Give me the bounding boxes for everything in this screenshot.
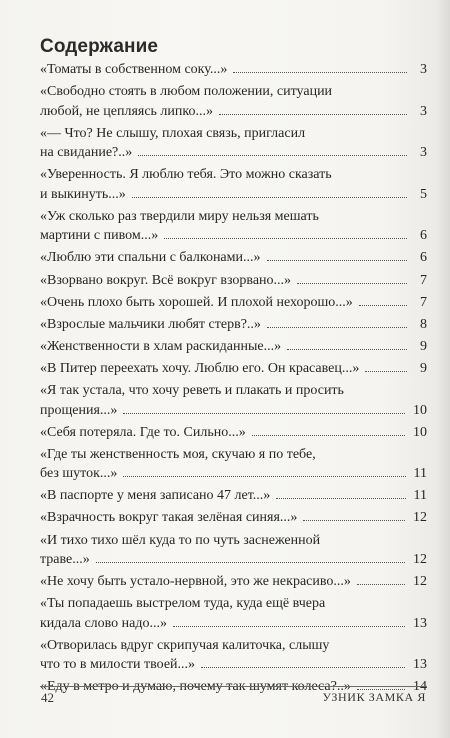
toc-entry-title: «Женственности в хлам раскиданные...»: [40, 338, 282, 354]
dot-leader: [123, 476, 405, 477]
toc-entry-page-number: 3: [420, 103, 427, 119]
toc-entry-leader-row: [40, 185, 427, 205]
toc-entry-title: «Еду в метро и думаю, почему так шумят колеса?..»: [40, 679, 351, 695]
dot-leader: [365, 371, 407, 372]
toc-entry-leader-row: [40, 550, 427, 570]
dot-leader: [219, 114, 407, 115]
toc-entry-leader-row: [40, 271, 427, 291]
toc-entry-page-number: 3: [420, 145, 427, 161]
toc-entry-leader-row: [40, 464, 427, 484]
toc-entry-title: «Взрослые мальчики любят стерв?..»: [40, 316, 261, 332]
toc-entry: [40, 381, 427, 420]
toc-entry-leader-row: [40, 143, 427, 163]
toc-entry-title: «Томаты в собственном соку...»: [40, 62, 228, 77]
toc-entry-title-line: «Я так устала, что хочу реветь и плакать и просить: [40, 383, 344, 399]
toc-entry-title: и выкинуть...»: [40, 186, 126, 202]
toc-entry-page-number: 10: [413, 424, 427, 440]
toc-entry-page-number: 10: [413, 402, 427, 418]
toc-entry-page-number: 3: [420, 62, 427, 77]
toc-entry: [40, 531, 427, 570]
toc-entry-page-number: 12: [413, 574, 427, 590]
toc-entry-page-number: 14: [413, 679, 427, 695]
toc-entry-page-number: 6: [420, 250, 427, 266]
toc-entry-page-number: 12: [413, 552, 427, 567]
toc-entry-title: прощения...»: [40, 402, 118, 418]
toc-entry: [40, 165, 427, 204]
toc-entry: [40, 60, 427, 80]
toc-entry-title: кидала слово надо...»: [40, 615, 167, 631]
toc-entry-title: «Не хочу быть устало-нервной, это же некрасиво...»: [40, 574, 351, 590]
toc-entry-page-number: 9: [420, 338, 427, 354]
toc-entry-title: без шуток...»: [40, 466, 118, 482]
toc-entry-page-number: 11: [413, 466, 427, 482]
toc-entry-page-number: 9: [420, 360, 427, 376]
toc-entry-leader-row: [40, 655, 427, 675]
toc-entry-page-number: 6: [420, 228, 427, 244]
dot-leader: [233, 72, 407, 73]
toc-entry-title: любой, не цепляясь липко...»: [40, 103, 213, 119]
toc-entry-title-line: «Отворилась вдруг скрипучая калиточка, слышу: [40, 637, 330, 653]
running-title: УЗНИК ЗАМКА Я: [322, 690, 426, 704]
toc-entry-page-number: 13: [413, 615, 427, 631]
toc-entry-page-number: 8: [420, 316, 427, 332]
dot-leader: [132, 197, 407, 198]
toc-entry-page-number: 5: [420, 186, 427, 202]
toc-entry-title-line: «Уж сколько раз твердили миру нельзя мешать: [40, 208, 319, 224]
dot-leader: [359, 305, 407, 306]
toc-entry-title: «Взорвано вокруг. Всё вокруг взорвано...»: [40, 272, 292, 288]
dot-leader: [276, 498, 405, 499]
dot-leader: [287, 349, 407, 350]
toc-entry: [40, 271, 427, 291]
toc-entry: [40, 359, 427, 379]
page-edge-shadow: [436, 0, 450, 738]
table-of-contents: [40, 60, 427, 699]
dot-leader: [297, 283, 407, 284]
toc-entry: [40, 508, 427, 528]
toc-entry-title: что то в милости твоей...»: [40, 657, 196, 673]
toc-entry-leader-row: [40, 293, 427, 313]
dot-leader: [123, 413, 405, 414]
dot-leader: [303, 520, 405, 521]
toc-entry-title-line: «Где ты женственность моя, скучаю я по тебе,: [40, 446, 316, 462]
toc-entry-title-line: «И тихо тихо шёл куда то по чуть заснеженной: [40, 532, 321, 548]
toc-entry-title: на свидание?..»: [40, 145, 133, 161]
toc-entry: [40, 124, 427, 163]
toc-entry-title: «Очень плохо быть хорошей. И плохой нехорошо...»: [40, 294, 353, 310]
toc-entry: [40, 423, 427, 443]
toc-entry-title-line: «Ты попадаешь выстрелом туда, куда ещё вчера: [40, 596, 326, 612]
toc-entry-leader-row: [40, 486, 427, 506]
toc-entry-leader-row: [40, 614, 427, 634]
dot-leader: [138, 155, 407, 156]
dot-leader: [267, 260, 408, 261]
toc-entry: [40, 636, 427, 675]
dot-leader: [201, 667, 405, 668]
toc-entry-leader-row: [40, 508, 427, 528]
toc-entry: [40, 207, 427, 246]
toc-entry-title: «Люблю эти спальни с балконами...»: [40, 250, 261, 266]
toc-entry: [40, 486, 427, 506]
toc-entry: [40, 594, 427, 633]
page-number: 42: [41, 690, 54, 705]
dot-leader: [164, 238, 407, 239]
toc-entry: [40, 82, 427, 121]
toc-entry-page-number: 12: [413, 510, 427, 526]
toc-entry-leader-row: [40, 102, 427, 122]
dot-leader: [267, 327, 407, 328]
toc-entry: [40, 572, 427, 592]
toc-entry-title: «В Питер переехать хочу. Люблю его. Он красавец...»: [40, 360, 360, 376]
toc-entry-leader-row: [40, 572, 427, 592]
toc-entry-leader-row: [40, 315, 427, 335]
toc-entry: [40, 293, 427, 313]
dot-leader: [173, 626, 405, 627]
toc-entry-title: «Взрачность вокруг такая зелёная синяя...»: [40, 510, 298, 526]
toc-entry-title-line: «— Что? Не слышу, плохая связь, пригласил: [40, 125, 306, 141]
toc-entry-page-number: 11: [413, 488, 427, 504]
toc-entry-page-number: 7: [420, 272, 427, 288]
toc-entry-title: «Себя потеряла. Где то. Сильно...»: [40, 424, 246, 440]
toc-entry-page-number: 7: [420, 294, 427, 310]
toc-entry-title: мартини с пивом...»: [40, 228, 159, 244]
toc-entry-leader-row: [40, 423, 427, 443]
toc-entry-title-line: «Уверенность. Я люблю тебя. Это можно сказать: [40, 167, 332, 183]
toc-heading: Содержание: [40, 36, 159, 57]
toc-entry-title: «В паспорте у меня записано 47 лет...»: [40, 488, 271, 504]
toc-entry-leader-row: [40, 401, 427, 421]
footer-divider: [40, 686, 427, 687]
dot-leader: [96, 562, 405, 563]
toc-entry: [40, 248, 427, 268]
toc-entry-leader-row: [40, 337, 427, 357]
toc-entry: [40, 337, 427, 357]
toc-entry-leader-row: [40, 60, 427, 80]
toc-entry-title: траве...»: [40, 552, 90, 567]
toc-entry-page-number: 13: [413, 657, 427, 673]
dot-leader: [252, 435, 405, 436]
dot-leader: [357, 584, 405, 585]
toc-entry: [40, 315, 427, 335]
toc-entry-leader-row: [40, 359, 427, 379]
toc-entry-leader-row: [40, 248, 427, 268]
toc-entry: [40, 445, 427, 484]
toc-entry-leader-row: [40, 226, 427, 246]
toc-entry-title-line: «Свободно стоять в любом положении, ситуации: [40, 84, 333, 100]
